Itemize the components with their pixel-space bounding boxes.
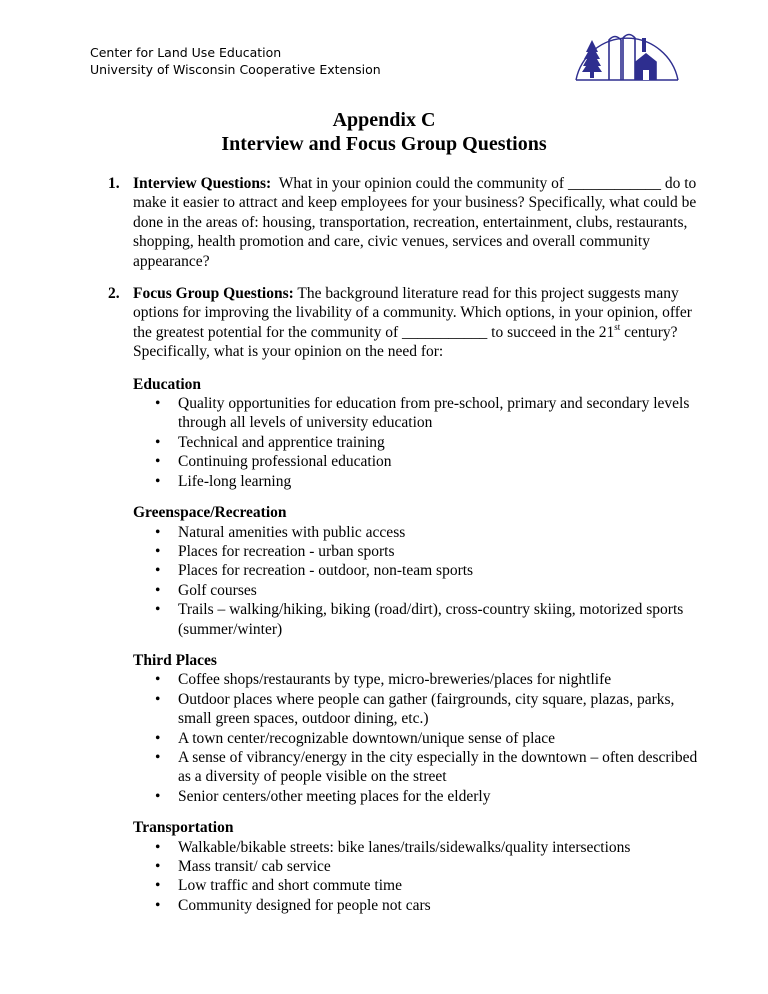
bullet-icon: • [155,601,161,619]
barn-silo-tree-logo-icon [572,26,682,86]
bullet-icon: • [155,542,161,560]
question-text: What in your opinion could the community of ____________ do to make it easier to attract and keep employees for your business? Specifically, what could be done in the areas of: housing, transportation, recreation, entertainment, clubs, restaurants, shopping, health promotion and care, civic venues, services and overall community appearance? [133,175,697,270]
list-item-text: Natural amenities with public access [178,523,406,541]
list-item [133,561,698,580]
bullet-icon: • [155,453,161,471]
list-item-text: Life-long learning [178,472,292,490]
list-item [133,542,698,561]
list-item [133,690,698,729]
document-body [108,174,698,927]
list-item [133,472,698,491]
question-text: The background literature read for this project suggests many options for improving the livability of a community. Which options, in your opinion, offer the greatest potential for the community of ___________ to succeed in the 21 [133,285,692,341]
list-item [133,787,698,806]
bullet-icon: • [155,690,161,708]
section-heading: Greenspace/Recreation [133,504,287,522]
section-third-places [133,651,698,806]
list-item [133,729,698,748]
list-item-text: A town center/recognizable downtown/unique sense of place [178,729,556,747]
list-item-text: Places for recreation - urban sports [178,542,395,560]
list-item [133,581,698,600]
page-title: Appendix C [332,109,436,131]
bullet-icon: • [155,748,161,766]
bullet-icon: • [155,523,161,541]
list-item-text: A sense of vibrancy/energy in the city especially in the downtown – often described as a diversity of people visible on the street [178,748,698,786]
section-heading: Third Places [133,651,217,669]
list-item [133,600,698,639]
list-item-text: Community designed for people not cars [178,896,431,914]
section-heading: Education [133,375,202,393]
bullet-icon: • [155,671,161,689]
list-item-text: Senior centers/other meeting places for the elderly [178,787,491,805]
ordinal-superscript: st [614,321,621,332]
bullet-icon: • [155,562,161,580]
bullet-icon: • [155,858,161,875]
header-university: University of Wisconsin Cooperative Extension [90,62,381,77]
list-item-text: Walkable/bikable streets: bike lanes/trails/sidewalks/quality intersections [178,838,631,856]
list-item [133,896,698,915]
bullet-icon: • [155,433,161,451]
bullet-icon: • [155,395,161,413]
section-greenspace-recreation [133,503,698,639]
list-item-text: Technical and apprentice training [178,433,385,451]
list-item-text: Outdoor places where people can gather (fairgrounds, city square, plazas, parks, small green spaces, outdoor dining, etc.) [178,690,675,728]
question-number: 1. [108,175,120,192]
list-item-text: Golf courses [178,581,257,599]
question-interview [108,174,698,271]
list-item [133,857,698,876]
bullet-list [133,838,698,916]
bullet-list [133,670,698,806]
list-item [133,670,698,689]
list-item-text: Coffee shops/restaurants by type, micro-breweries/places for nightlife [178,671,612,689]
question-label: Focus Group Questions: [133,285,294,303]
bullet-icon: • [155,472,161,490]
list-item [133,838,698,857]
list-item [133,748,698,787]
bullet-list [133,394,698,491]
question-focus-group [108,284,698,362]
list-item-text: Trails – walking/hiking, biking (road/dirt), cross-country skiing, motorized sports (summer/winter) [178,601,684,638]
section-heading: Transportation [133,819,234,837]
list-item [133,523,698,542]
bullet-icon: • [155,787,161,805]
list-item [133,452,698,471]
question-label: Interview Questions: [133,175,272,192]
question-number: 2. [108,285,120,303]
bullet-icon: • [155,581,161,599]
bullet-icon: • [155,729,161,747]
list-item-text: Low traffic and short commute time [178,877,402,895]
section-education [133,375,698,491]
page-subtitle: Interview and Focus Group Questions [221,133,547,155]
page-header [90,44,381,78]
section-transportation [133,818,698,915]
bullet-list [133,523,698,639]
list-item-text: Quality opportunities for education from pre-school, primary and secondary levels through all levels of university education [178,395,690,432]
question-text-continued: century? Specifically, what is your opinion on the need for: [133,323,678,361]
list-item-text: Mass transit/ cab service [178,858,331,875]
list-item-text: Continuing professional education [178,453,392,471]
bullet-icon: • [155,896,161,914]
list-item-text: Places for recreation - outdoor, non-team sports [178,562,474,580]
list-item [133,394,698,433]
bullet-icon: • [155,838,161,856]
list-item [133,876,698,895]
bullet-icon: • [155,877,161,895]
list-item [133,433,698,452]
header-organization: Center for Land Use Education [90,45,282,60]
